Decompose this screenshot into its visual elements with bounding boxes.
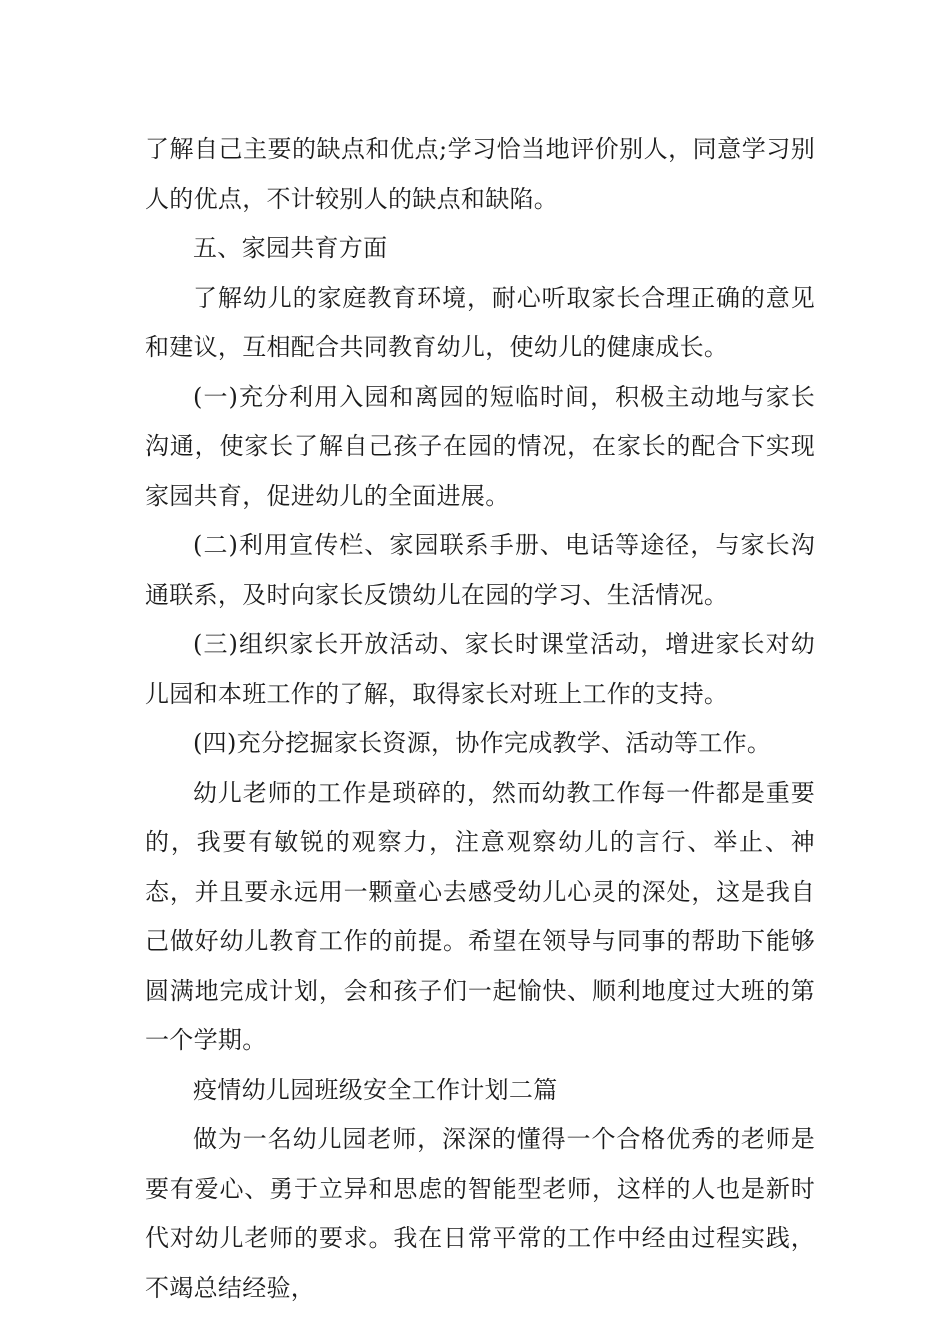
paragraph-conclusion: 幼儿老师的工作是琐碎的，然而幼教工作每一件都是重要的，我要有敏锐的观察力，注意观察幼儿的言行、举止、神态，并且要永远用一颗童心去感受幼儿心灵的深处，这是我自己做好幼儿教育工作的前提。希望在领导与同事的帮助下能够圆满地完成计划，会和孩子们一起愉快、顺利地度过大班的第一个学期。 xyxy=(145,778,815,1054)
section-heading-home-school: 五、家园共育方面 xyxy=(193,234,388,262)
article-title-second: 疫情幼儿园班级安全工作计划二篇 xyxy=(193,1075,558,1104)
paragraph-continuation: 了解自己主要的缺点和优点;学习恰当地评价别人，同意学习别人的优点，不计较别人的缺点和缺陷。 xyxy=(145,135,815,213)
document-body xyxy=(145,125,815,1313)
paragraph-intro: 做为一名幼儿园老师，深深的懂得一个合格优秀的老师是要有爱心、勇于立异和思虑的智能型老师，这样的人也是新时代对幼儿老师的要求。我在日常平常的工作中经由过程实践，不竭总结经验， xyxy=(145,1125,815,1302)
list-item-3: (三)组织家长开放活动、家长时课堂活动，增进家长对幼儿园和本班工作的了解，取得家长对班上工作的支持。 xyxy=(145,630,815,708)
paragraph: 了解幼儿的家庭教育环境，耐心听取家长合理正确的意见和建议，互相配合共同教育幼儿，使幼儿的健康成长。 xyxy=(145,283,815,361)
list-item-1: (一)充分利用入园和离园的短临时间，积极主动地与家长沟通，使家长了解自己孩子在园的情况，在家长的配合下实现家园共育，促进幼儿的全面进展。 xyxy=(145,382,815,510)
list-item-4: (四)充分挖掘家长资源，协作完成教学、活动等工作。 xyxy=(193,729,772,757)
list-item-2: (二)利用宣传栏、家园联系手册、电话等途径，与家长沟通联系，及时向家长反馈幼儿在园的学习、生活情况。 xyxy=(145,531,815,609)
